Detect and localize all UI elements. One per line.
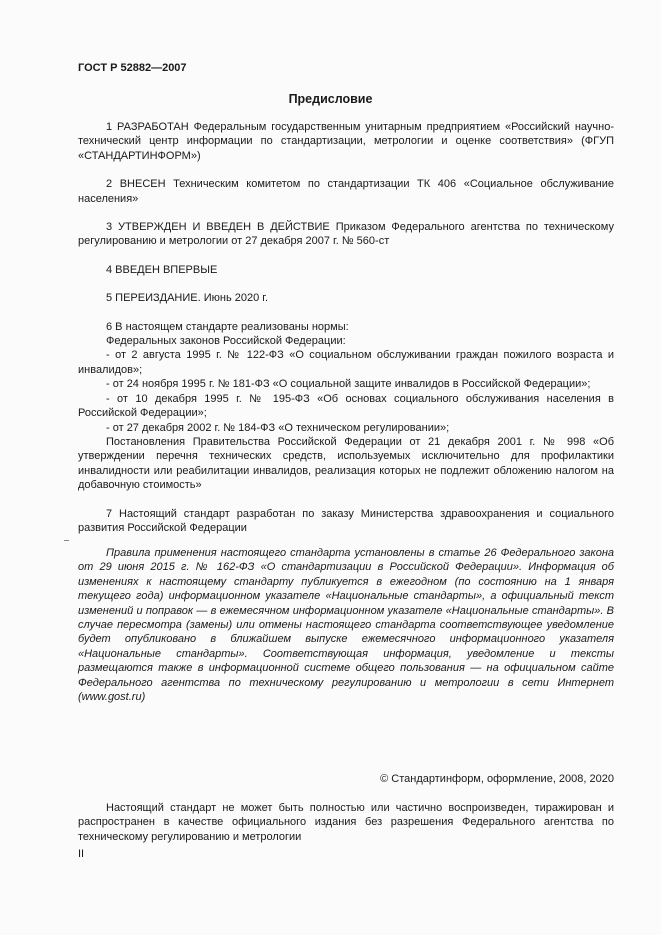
copyright-line: © Стандартинформ, оформление, 2008, 2020: [380, 773, 614, 785]
reproduction-notice: Настоящий стандарт не может быть полностью или частично воспроизведен, тиражирован и распространен в качестве официального издания без разрешения Федерального агентства по техническому регулированию и метрологии: [78, 802, 614, 843]
government-resolution: Постановления Правительства Российской Федерации от 21 декабря 2001 г. № 998 «Об утверждении перечня технических средств, используемых исключительно для профилактики инвалидности или реабилитации инвалидов, реализация которых не подлежит обложению налогом на добавочную стоимость»: [78, 435, 614, 492]
law-item: - от 2 августа 1995 г. № 122-ФЗ «О социальном обслуживании граждан пожилого возраста и инвалидов»;: [78, 349, 614, 376]
law-item: - от 10 декабря 1995 г. № 195-ФЗ «Об основах социального обслуживания населения в Российской Федерации»;: [78, 392, 614, 420]
law-item: - от 24 ноября 1995 г. № 181-ФЗ «О социальной защите инвалидов в Российской Федерации»;: [106, 378, 591, 391]
item-approved: 3 УТВЕРЖДЕН И ВВЕДЕН В ДЕЙСТВИЕ Приказом Федерального агентства по техническому регулированию и метрологии от 27 декабря 2007 г. № 560-ст: [78, 221, 614, 248]
item-reissue: 5 ПЕРЕИЗДАНИЕ. Июнь 2020 г.: [106, 292, 268, 305]
divider: [64, 540, 69, 541]
laws-heading: Федеральных законов Российской Федерации:: [106, 335, 346, 348]
page-title: Предисловие: [288, 92, 373, 106]
foreword-body: [78, 120, 614, 535]
item-introduced: 2 ВНЕСЕН Техническим комитетом по стандартизации ТК 406 «Социальное обслуживание населения»: [78, 178, 614, 205]
application-notice: Правила применения настоящего стандарта установлены в статье 26 Федерального закона от 29 июня 2015 г. № 162-ФЗ «О стандартизации в Российской Федерации». Информация об изменениях к настоящему стандарту публикуется в ежегодном (по состоянию на 1 января текущего года) информационном указателе «Национальные стандарты», а официальный текст изменений и поправок — в ежемесячном информационном указателе «Национальные стандарты». В случае пересмотра (замены) или отмены настоящего стандарта соответствующее уведомление будет опубликовано в ближайшем выпуске ежемесячного информационного указателя «Национальные стандарты». Соответствующая информация, уведомление и тексты размещаются также в информационной системе общего пользования — на официальном сайте Федерального агентства по техническому регулированию и метрологии в сети Интернет (www.gost.ru): [78, 547, 614, 704]
standard-number: ГОСТ Р 52882—2007: [78, 62, 187, 74]
item-developed-by-order: 7 Настоящий стандарт разработан по заказу Министерства здравоохранения и социального развития Российской Федерации: [78, 507, 614, 534]
item-developed: 1 РАЗРАБОТАН Федеральным государственным унитарным предприятием «Российский научно-технический центр информации по стандартизации, метрологии и оценке соответствия» (ФГУП «СТАНДАРТИНФОРМ»): [78, 121, 614, 162]
law-item: - от 27 декабря 2002 г. № 184-ФЗ «О техническом регулировании»;: [106, 421, 450, 434]
item-norms-intro: 6 В настоящем стандарте реализованы нормы:: [106, 320, 349, 333]
page-number: II: [78, 848, 85, 860]
item-first-introduced: 4 ВВЕДЕН ВПЕРВЫЕ: [106, 263, 218, 276]
